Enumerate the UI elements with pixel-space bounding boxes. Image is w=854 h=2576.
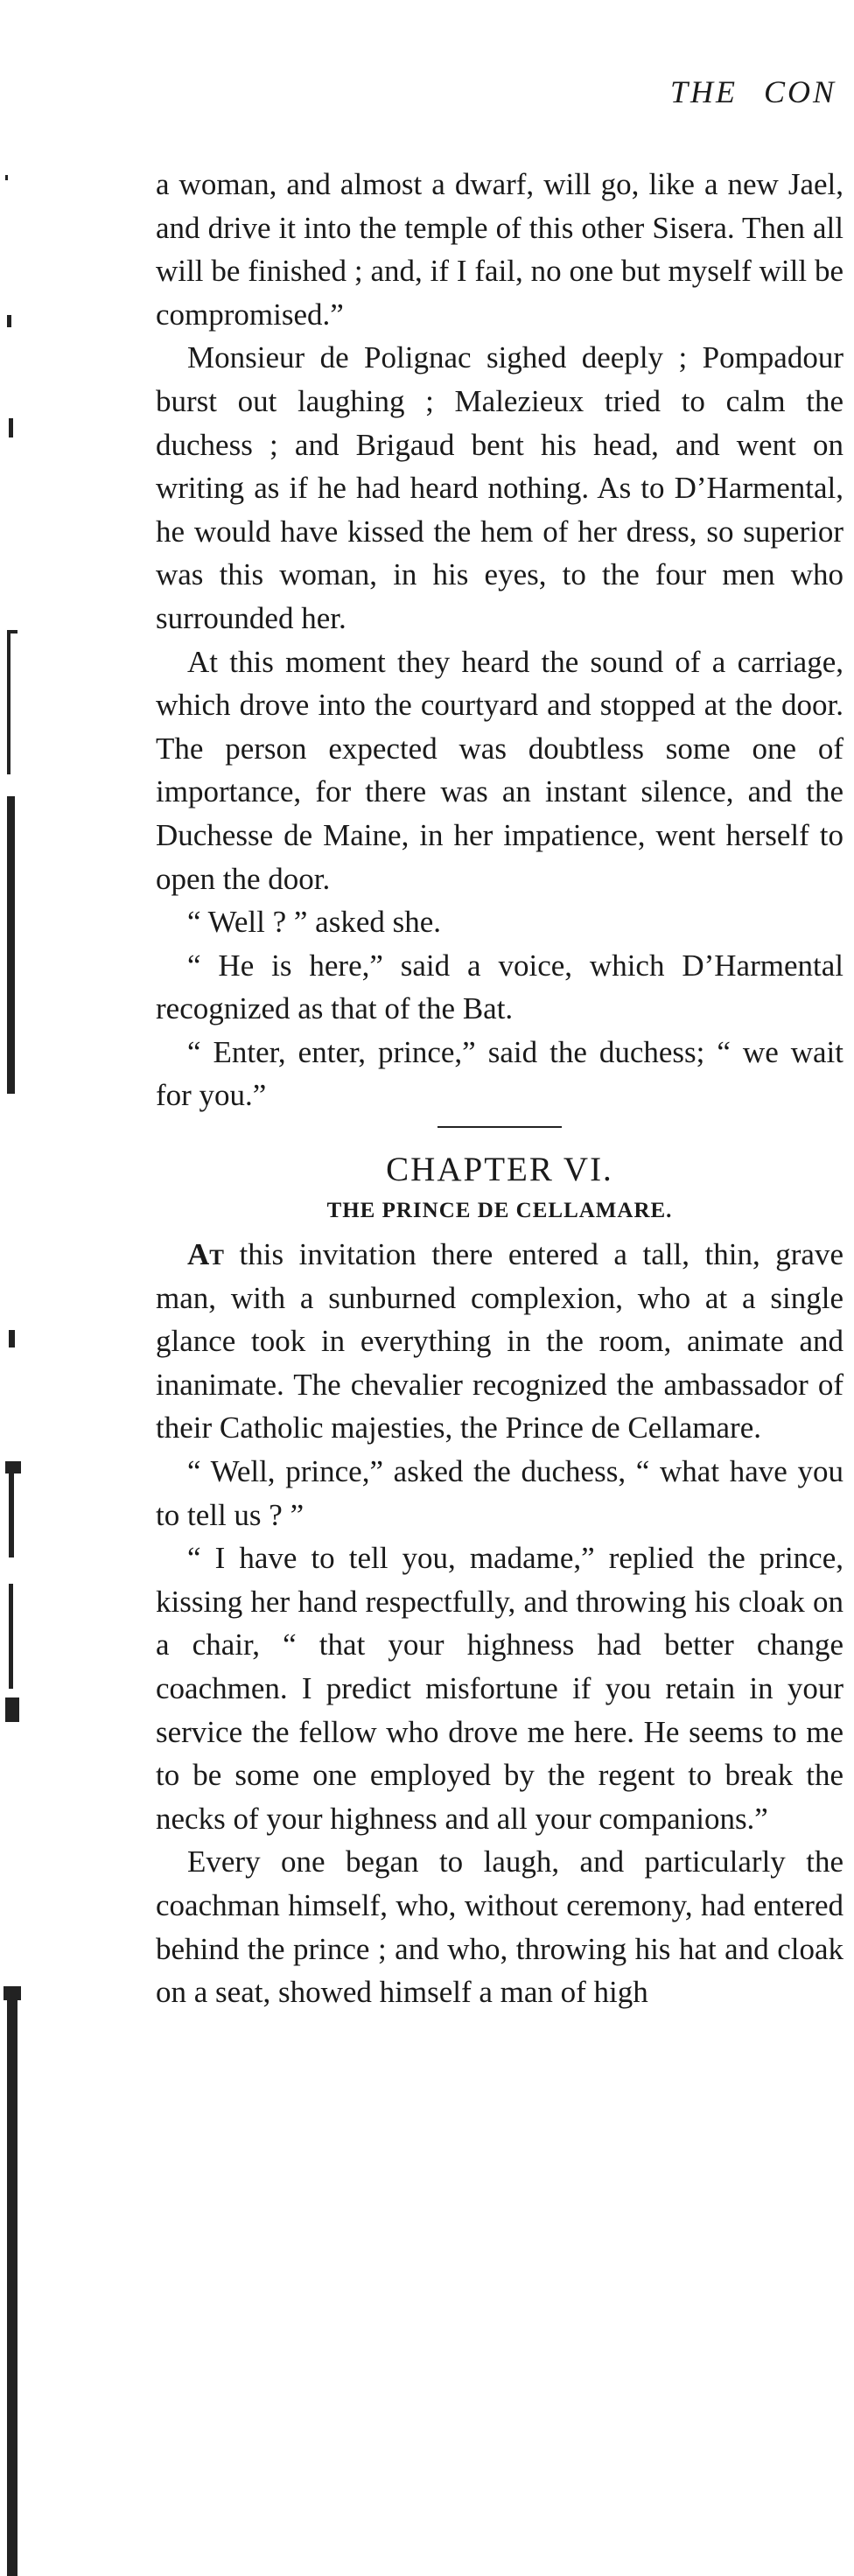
paragraph-text: this invitation there entered a tall, thin, grave man, with a sunburned complexion, who at a single glance took in everything in the room, animate and inanimate. The chevalier recognized the ambassador of their Catholic majesties, the Prince de Cellamare. [156, 1237, 844, 1446]
paragraph: Monsieur de Polignac sighed deeply ; Pompadour burst out laughing ; Malezieux tried to calm the duchess ; and Brigaud bent his head, and went on writing as if he had heard nothing. As to D’Harmental, he would have kissed the hem of her dress, so superior was this woman, in his eyes, to the four men who surrounded her. [156, 340, 844, 635]
section-divider [438, 1126, 562, 1128]
page-body [156, 163, 844, 2014]
gutter-mark [7, 1986, 18, 2576]
gutter-mark [7, 630, 18, 634]
paragraph: At this moment they heard the sound of a carriage, which drove into the courtyard and stopped at the door. The person expected was doubtless some one of importance, for there was an instant silence, and the Duchesse de Maine, in her impatience, went herself to open the door. [156, 644, 844, 896]
running-header: THE CON [669, 74, 836, 109]
gutter-mark [5, 175, 8, 180]
gutter-mark [7, 630, 10, 774]
gutter-mark [7, 315, 11, 327]
chapter-opening-word: At [187, 1237, 224, 1272]
chapter-title: CHAPTER VI. [386, 1151, 613, 1189]
gutter-mark [9, 1584, 13, 1689]
gutter-mark [9, 1461, 14, 1558]
paragraph: “ Well, prince,” asked the duchess, “ what have you to tell us ? ” [156, 1454, 844, 1532]
paragraph: “ Well ? ” asked she. [187, 905, 442, 940]
gutter-mark [9, 418, 13, 438]
paragraph: a woman, and almost a dwarf, will go, like a new Jael, and drive it into the temple of this other Sisera. Then all will be finished ; and, if I fail, no one but myself will be compromised.” [156, 167, 844, 332]
gutter-mark [9, 1330, 15, 1348]
paragraph: “ He is here,” said a voice, which D’Harmental recognized as that of the Bat. [156, 948, 844, 1026]
paragraph: Every one began to laugh, and particularly the coachman himself, who, without ceremony, had entered behind the prince ; and who, throwing his hat and cloak on a seat, showed himself a man of high [156, 1844, 844, 2010]
gutter-mark [5, 1698, 19, 1722]
gutter-mark [7, 796, 15, 1094]
paragraph: “ Enter, enter, prince,” said the duchess; “ we wait for you.” [156, 1034, 844, 1113]
paragraph: “ I have to tell you, madame,” replied the prince, kissing her hand respectfully, and throwing his cloak on a chair, “ that your highness had better change coachmen. I predict misfortune if you retain in your service the fellow who drove me here. He seems to me to be some one employed by the regent to break the necks of your highness and all your companions.” [156, 1541, 844, 1836]
paragraph [156, 1233, 844, 1450]
chapter-subtitle: THE PRINCE DE CELLAMARE. [326, 1199, 673, 1223]
